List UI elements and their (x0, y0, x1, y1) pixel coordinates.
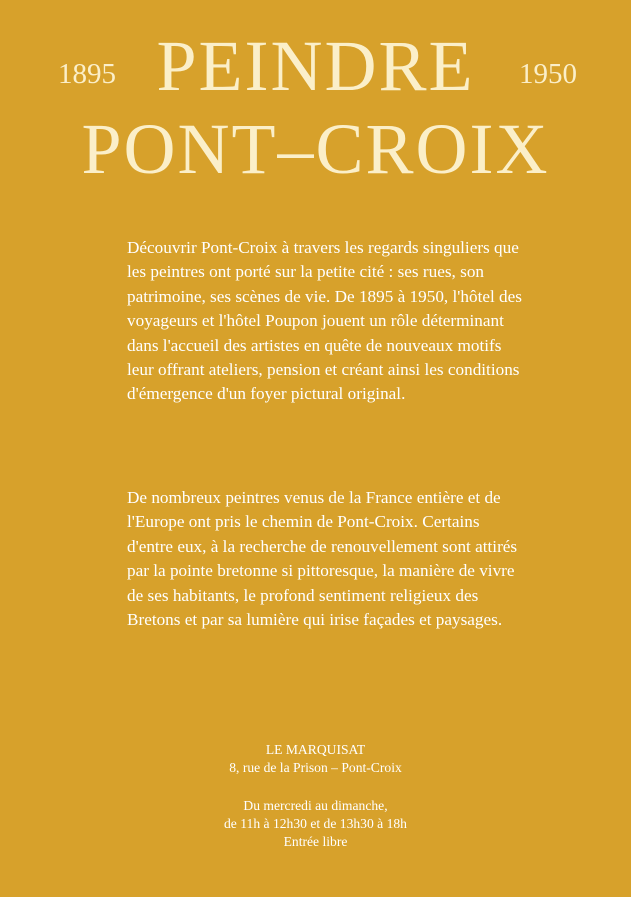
opening-days: Du mercredi au dimanche, (243, 798, 388, 813)
title-line-pont-croix: PONT–CROIX (81, 109, 550, 189)
venue-name: LE MARQUISAT (265, 742, 366, 757)
title-row (0, 26, 631, 106)
entry-info: Entrée libre (283, 833, 348, 849)
venue-block (0, 741, 631, 777)
year-end: 1950 (519, 58, 577, 90)
hours-block (0, 797, 631, 850)
intro-paragraph: Découvrir Pont-Croix à travers les regards singuliers que les peintres ont porté sur la petite cité : ses rues, son patrimoine, ses scènes de vie. De 1895 à 1950, l'hôtel des voyageurs et l'hôtel Poupon jouent un rôle déterminant dans l'accueil des artistes en quête de nouveaux motifs leur offrant ateliers, pension et créant ainsi les conditions d'émergence d'un foyer pictural original. (127, 238, 522, 404)
second-paragraph: De nombreux peintres venus de la France entière et de l'Europe ont pris le chemin de Pont-Croix. Certains d'entre eux, à la recherche de renouvellement sont attirés par la pointe bretonne si pittoresque, la manière de vivre de ses habitants, le profond sentiment religieux des Bretons et par sa lumière qui irise façades et paysages. (127, 488, 518, 630)
venue-address: 8, rue de la Prison – Pont-Croix (229, 759, 402, 775)
title-line-peindre: PEINDRE (156, 26, 475, 106)
year-start: 1895 (58, 58, 116, 90)
opening-times: de 11h à 12h30 et de 13h30 à 18h (224, 815, 407, 831)
